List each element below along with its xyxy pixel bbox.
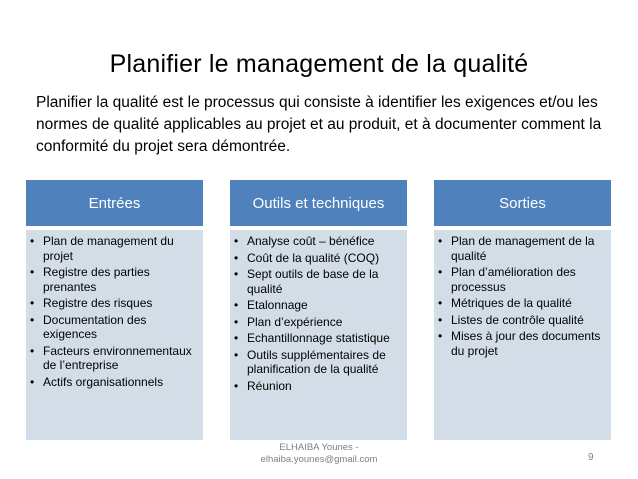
list-item: • Plan de management du projet [30,234,199,263]
column-tools-heading: Outils et techniques [230,180,407,226]
list-item: • Actifs organisationnels [30,375,199,390]
column-inputs-body [26,230,203,440]
list-item: • Registre des risques [30,296,199,311]
column-outputs-heading: Sorties [434,180,611,226]
list-item: • Sept outils de base de la qualité [234,267,403,296]
list-item: • Outils supplémentaires de planification de la qualité [234,348,403,377]
list-item: • Listes de contrôle qualité [438,313,607,328]
column-tools-list [234,234,403,393]
list-item: • Facteurs environnementaux de l’entreprise [30,344,199,373]
list-item: • Plan d’amélioration des processus [438,265,607,294]
list-item: • Analyse coût – bénéfice [234,234,403,249]
column-tools [230,180,407,440]
footer-author [240,442,398,466]
footer-author-name: ELHAIBA Younes - [279,442,359,453]
column-outputs-body [434,230,611,440]
column-outputs [434,180,611,440]
column-inputs-list [30,234,199,389]
list-item: • Mises à jour des documents du projet [438,329,607,358]
list-item: • Documentation des exigences [30,313,199,342]
list-item: • Plan d’expérience [234,315,403,330]
page-number: 9 [588,452,594,463]
list-item: • Réunion [234,379,403,394]
list-item: • Registre des parties prenantes [30,265,199,294]
list-item: • Métriques de la qualité [438,296,607,311]
list-item: • Echantillonnage statistique [234,331,403,346]
column-outputs-list [438,234,607,358]
column-inputs-heading: Entrées [26,180,203,226]
intro-paragraph: Planifier la qualité est le processus qui consiste à identifier les exigences et/ou les normes de qualité applicables au projet et au produit, et à documenter comment la conformité du projet sera démontrée. [36,94,602,155]
column-tools-body [230,230,407,440]
list-item: • Etalonnage [234,298,403,313]
list-item: • Plan de management de la qualité [438,234,607,263]
list-item: • Coût de la qualité (COQ) [234,251,403,266]
slide-title: Planifier le management de la qualité [109,50,529,78]
footer-author-email: elhaiba.younes@gmail.com [260,454,378,465]
column-inputs [26,180,203,440]
